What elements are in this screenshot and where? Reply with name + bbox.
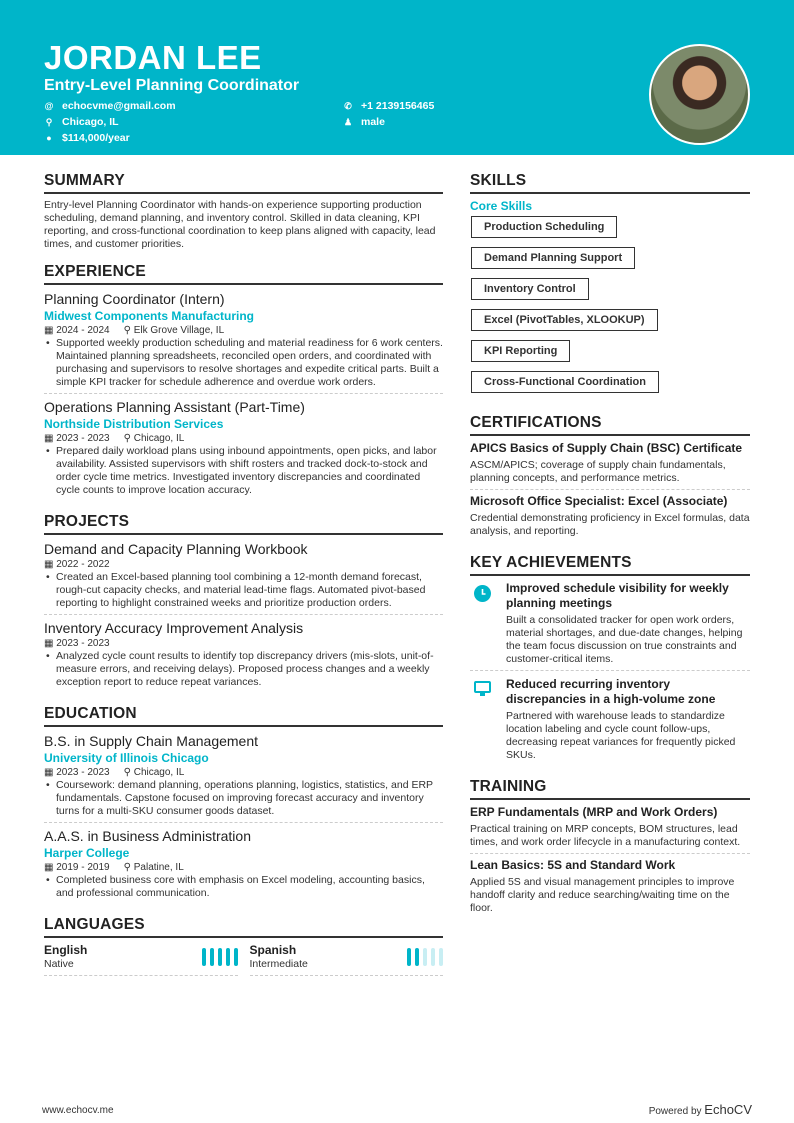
certification-entry [470, 494, 750, 542]
map-pin-icon: ⚲ [123, 433, 134, 444]
proficiency-bar [415, 948, 419, 966]
calendar-icon: ▦ [44, 862, 57, 873]
project-entry [44, 540, 443, 615]
section-heading: LANGUAGES [44, 916, 443, 938]
salary [44, 132, 130, 144]
dates [44, 637, 110, 650]
education-entry [44, 827, 443, 904]
phone-icon: ✆ [344, 100, 352, 111]
training-entry [470, 805, 750, 854]
proficiency-bar [439, 948, 443, 966]
meta [44, 558, 443, 571]
bullet: • Completed business core with emphasis on Excel modeling, accounting basics, and professional communication. [44, 874, 443, 900]
map-pin-icon: ⚲ [123, 862, 134, 873]
education-entry [44, 732, 443, 823]
experience-entry [44, 290, 443, 394]
degree: B.S. in Supply Chain Management [44, 733, 259, 749]
degree: A.A.S. in Business Administration [44, 828, 251, 844]
location-text: Chicago, IL [133, 767, 185, 778]
location-text: Elk Grove Village, IL [133, 325, 225, 336]
training-text: Applied 5S and visual management principles to improve handoff clarity and reduce searching/waiting time on the floor. [470, 876, 735, 914]
company: Northside Distribution Services [44, 417, 224, 431]
location-text: Palatine, IL [133, 862, 184, 873]
calendar-icon: ▦ [44, 325, 57, 336]
dates-text: 2022 - 2022 [56, 559, 110, 570]
dates [44, 432, 110, 445]
section-heading: KEY ACHIEVEMENTS [470, 554, 750, 576]
job-title: Entry-Level Planning Coordinator [44, 77, 300, 94]
education-section [44, 705, 443, 904]
certifications-section [470, 414, 750, 542]
dates-text: 2023 - 2023 [56, 638, 110, 649]
right-column [470, 172, 750, 931]
monitor-icon [470, 677, 496, 762]
bullet: • Supported weekly production scheduling and material readiness for 6 work centers. Maintained planning spreadsheets, reconciled open orders, and coordinated with purchasing and supervisors to resolve shortages and expedite critical parts. Built a simple KPI tracker for schedule adherence and overdue work orders. [44, 337, 443, 389]
dates-text: 2019 - 2019 [56, 862, 110, 873]
training-title: ERP Fundamentals (MRP and Work Orders) [470, 805, 718, 819]
powered-by-text: Powered by [648, 1106, 702, 1117]
skills-section [470, 172, 750, 402]
skill-tag: Cross-Functional Coordination [471, 371, 659, 393]
section-heading: CERTIFICATIONS [470, 414, 750, 436]
certification-entry [470, 441, 750, 490]
bullet: • Coursework: demand planning, operations planning, logistics, statistics, and ERP fundamentals. Capstone focused on improving forecast accuracy and inventory turns for a multi-SKU consumer goods dataset. [44, 779, 443, 818]
achievement-title: Improved schedule visibility for weekly planning meetings [506, 581, 729, 610]
project-entry [44, 619, 443, 693]
meta [44, 324, 443, 337]
meta [44, 766, 443, 779]
proficiency-bars [407, 943, 443, 971]
role: Operations Planning Assistant (Part-Time) [44, 399, 305, 415]
meta [44, 637, 443, 650]
training-section [470, 778, 750, 919]
experience-entry [44, 398, 443, 501]
email[interactable] [44, 100, 176, 112]
language-level: Intermediate [249, 958, 308, 970]
proficiency-bar [210, 948, 214, 966]
certification-text: ASCM/APICS; coverage of supply chain fundamentals, planning concepts, and performance metrics. [470, 459, 726, 484]
achievement-entry [470, 677, 750, 766]
dates [44, 558, 110, 571]
achievements-section [470, 554, 750, 766]
map-pin-icon: ⚲ [45, 116, 53, 127]
header [0, 0, 794, 155]
skill-tag: Excel (PivotTables, XLOOKUP) [471, 309, 658, 331]
place [124, 766, 185, 779]
skill-list [470, 216, 750, 402]
map-pin-icon: ⚲ [123, 325, 134, 336]
achievement-text: Built a consolidated tracker for open work orders, material shortages, and due-date changes, helping the team focus discussion on true constraints and customer-critical items. [506, 614, 743, 665]
proficiency-bar [226, 948, 230, 966]
dates-text: 2023 - 2023 [56, 767, 110, 778]
section-heading: SKILLS [470, 172, 750, 194]
skill-tag: Production Scheduling [471, 216, 617, 238]
location-text: Chicago, IL [62, 116, 119, 128]
place [124, 324, 225, 337]
language-list [44, 943, 443, 976]
bullet: • Prepared daily workload plans using inbound appointments, open picks, and labor availability. Assisted supervisors with shift rosters and tracked dock-to-stock and order cycle time metrics. Investigated inventory discrepancies and coordinated cycle counts to improve location accuracy. [44, 445, 443, 497]
proficiency-bar [218, 948, 222, 966]
place [124, 432, 185, 445]
powered-by[interactable] [649, 1102, 752, 1117]
proficiency-bar [407, 948, 411, 966]
skills-subheading: Core Skills [470, 199, 533, 213]
dates-text: 2024 - 2024 [56, 325, 110, 336]
company: Midwest Components Manufacturing [44, 309, 254, 323]
projects-section [44, 513, 443, 693]
calendar-icon: ▦ [44, 433, 57, 444]
money-icon: ● [46, 133, 52, 143]
dates [44, 324, 110, 337]
left-column [44, 172, 443, 988]
role: Planning Coordinator (Intern) [44, 291, 225, 307]
at-icon: @ [44, 101, 54, 111]
project-title: Demand and Capacity Planning Workbook [44, 541, 308, 557]
training-entry [470, 858, 750, 919]
proficiency-bar [234, 948, 238, 966]
proficiency-bars [202, 943, 238, 971]
languages-section [44, 916, 443, 976]
section-heading: SUMMARY [44, 172, 443, 194]
section-heading: EXPERIENCE [44, 263, 443, 285]
profile-photo [649, 44, 750, 145]
website-link[interactable]: www.echocv.me [42, 1105, 114, 1116]
language-item [44, 943, 238, 976]
clock-icon [470, 581, 496, 666]
section-heading: TRAINING [470, 778, 750, 800]
skill-tag: Demand Planning Support [471, 247, 635, 269]
user-icon: ♟ [343, 116, 353, 127]
achievement-title: Reduced recurring inventory discrepancies in a high-volume zone [506, 677, 716, 706]
skill-tag: KPI Reporting [471, 340, 570, 362]
achievement-entry [470, 581, 750, 671]
bullet: • Analyzed cycle count results to identify top discrepancy drivers (mis-slots, unit-of-measure errors, and receiving delays). Proposed process changes and a weekly exception report to reduce repeat variances. [44, 650, 443, 689]
dates [44, 766, 110, 779]
bullet: • Created an Excel-based planning tool combining a 12-month demand forecast, rough-cut capacity checks, and material lead-time flags. Automated pivot-based reporting to highlight constrained weeks and prioritize production orders. [44, 571, 443, 610]
salary-text: $114,000/year [62, 132, 130, 144]
calendar-icon: ▦ [44, 638, 57, 649]
proficiency-bar [423, 948, 427, 966]
proficiency-bar [202, 948, 206, 966]
dates [44, 861, 110, 874]
summary-section [44, 172, 443, 251]
language-name: English [44, 943, 88, 957]
brand-logo: EchoCV [704, 1102, 752, 1117]
achievement-text: Partnered with warehouse leads to standardize location labeling and cycle count follow-ups, decreasing repeat variances for frequently picked SKUs. [506, 710, 736, 761]
language-level: Native [44, 958, 74, 970]
place [124, 861, 184, 874]
gender-text: male [361, 116, 385, 128]
gender [343, 116, 385, 128]
map-pin-icon: ⚲ [123, 767, 134, 778]
language-name: Spanish [249, 943, 297, 957]
school: Harper College [44, 846, 130, 860]
calendar-icon: ▦ [44, 767, 57, 778]
candidate-name: JORDAN LEE [44, 39, 262, 76]
school: University of Illinois Chicago [44, 751, 209, 765]
email-text: echocvme@gmail.com [62, 100, 176, 112]
skill-tag: Inventory Control [471, 278, 589, 300]
phone[interactable] [343, 100, 434, 112]
training-title: Lean Basics: 5S and Standard Work [470, 858, 676, 872]
calendar-icon: ▦ [44, 559, 57, 570]
phone-text: +1 2139156465 [361, 100, 435, 112]
certification-title: APICS Basics of Supply Chain (BSC) Certificate [470, 441, 743, 455]
experience-section [44, 263, 443, 501]
certification-text: Credential demonstrating proficiency in Excel formulas, data analysis, and reporting. [470, 512, 750, 537]
section-heading: PROJECTS [44, 513, 443, 535]
proficiency-bar [431, 948, 435, 966]
training-text: Practical training on MRP concepts, BOM structures, lead times, and work order lifecycle in a manufacturing context. [470, 823, 741, 848]
language-item [250, 943, 444, 976]
location-text: Chicago, IL [133, 433, 185, 444]
dates-text: 2023 - 2023 [56, 433, 110, 444]
project-title: Inventory Accuracy Improvement Analysis [44, 620, 304, 636]
meta [44, 861, 443, 874]
location [44, 116, 119, 128]
section-heading: EDUCATION [44, 705, 443, 727]
certification-title: Microsoft Office Specialist: Excel (Associate) [470, 494, 728, 508]
summary-text: Entry-level Planning Coordinator with hands-on experience supporting production scheduling, demand planning, and inventory control. Skilled in data cleaning, KPI reporting, and cross-functional coordination to keep plans aligned with capacity, lead times, and customer priorities. [44, 199, 436, 250]
meta [44, 432, 443, 445]
